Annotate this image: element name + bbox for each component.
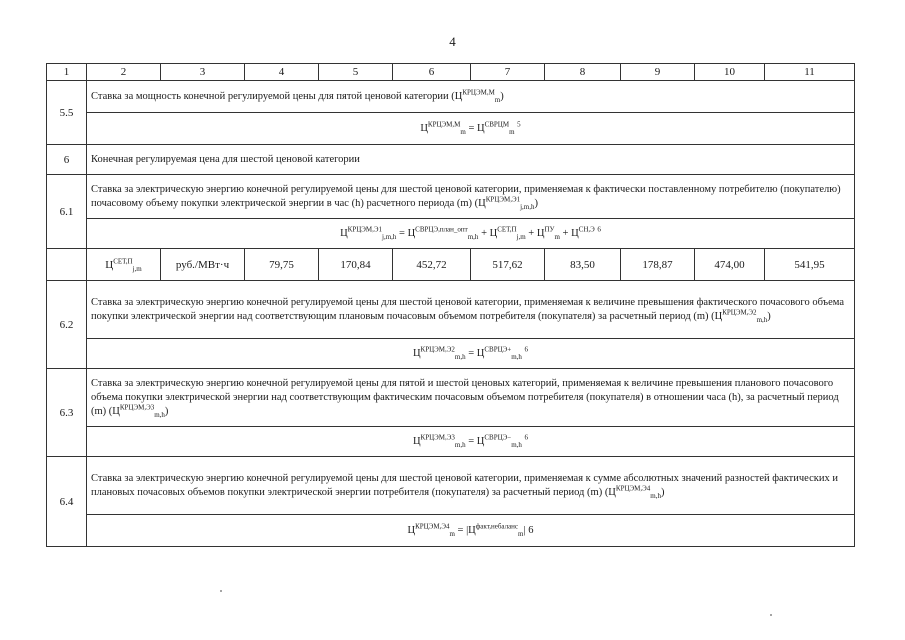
- row-6-2-description: [47, 281, 855, 339]
- row-5-5-description: [47, 81, 855, 113]
- value-cell: 79,75: [245, 249, 319, 281]
- row-description: Ставка за электрическую энергию конечной регулируемой цены для шестой ценовой категории, применяемая к сумме абсолютных значений разностей фактических и плановых почасовых объемов покупки электрической энергии потребителя (покупателя) за расчетный период (m) $(Ц^{КРЦЭМ,Э4}_{m,h})$: [87, 457, 855, 515]
- tariff-table: [46, 63, 855, 547]
- value-cell: 170,84: [319, 249, 393, 281]
- row-6-1-description: [47, 175, 855, 219]
- row-number: 6.2: [47, 281, 87, 369]
- col-header: 3: [161, 64, 245, 81]
- value-cell: 452,72: [393, 249, 471, 281]
- col-header: 4: [245, 64, 319, 81]
- row-number: 6.4: [47, 457, 87, 547]
- col-header: 1: [47, 64, 87, 81]
- values-label: $Ц^{СЕТ,П}_{j,m}$: [87, 249, 161, 281]
- row-6: [47, 145, 855, 175]
- col-header: 10: [695, 64, 765, 81]
- value-cell: 474,00: [695, 249, 765, 281]
- row-6-1-formula: [47, 219, 855, 249]
- col-header: 9: [621, 64, 695, 81]
- row-description: Ставка за мощность конечной регулируемой цены для пятой ценовой категории $(Ц^{КРЦЭМ,М}_m)$: [87, 81, 855, 113]
- value-cell: 541,95: [765, 249, 855, 281]
- row-6-1-values: [47, 249, 855, 281]
- value-cell: 178,87: [621, 249, 695, 281]
- scan-speck: [220, 590, 222, 592]
- col-header: 6: [393, 64, 471, 81]
- row-6-4-description: [47, 457, 855, 515]
- col-header: 5: [319, 64, 393, 81]
- row-6-3-description: [47, 369, 855, 427]
- scan-speck: [770, 614, 772, 616]
- row-description: Конечная регулируемая цена для шестой ценовой категории: [87, 145, 855, 175]
- row-number: 6.1: [47, 175, 87, 249]
- row-6-2-formula: [47, 339, 855, 369]
- row-6-4-formula: [47, 515, 855, 547]
- formula: $Ц^{КРЦЭМ,Э2}_{m,h} = Ц^{СВРЦЭ+}_{m,h}$ $^6$: [87, 339, 855, 369]
- row-number: 6.3: [47, 369, 87, 457]
- row-number: 6: [47, 145, 87, 175]
- value-cell: 517,62: [471, 249, 545, 281]
- col-header: 8: [545, 64, 621, 81]
- col-header: 11: [765, 64, 855, 81]
- row-number: 5.5: [47, 81, 87, 145]
- formula: $Ц^{КРЦЭМ,Э1}_{j,m,h} = Ц^{СВРЦЭ,план\_опт}_{m,h} + Ц^{СЕТ,П}_{j,m} + Ц^{ПУ}_m + Ц^{СН,Э}$ $^6$: [87, 219, 855, 249]
- row-description: Ставка за электрическую энергию конечной регулируемой цены для пятой и шестой ценовых категорий, применяемая к величине превышения планового почасового объема покупки электрической энергии над соответствующим фактическим почасовым объемом потребителя (покупателя) в отношении часа (h), за расчетный период (m) $(Ц^{КРЦЭМ,Э3}_{m,h})$: [87, 369, 855, 427]
- formula: $Ц^{КРЦЭМ,Э4}_m = |Ц^{факт,небаланс}_m|$ 6: [87, 515, 855, 547]
- row-description: Ставка за электрическую энергию конечной регулируемой цены для шестой ценовой категории, применяемая к величине превышения фактического почасового объема покупки электрической энергии над соответствующим плановым почасовым объемом потребителя (покупателя) за расчетный период (m) $(Ц^{КРЦЭМ,Э2}_{m,h})$: [87, 281, 855, 339]
- col-header: 2: [87, 64, 161, 81]
- page-number: 4: [449, 34, 456, 49]
- empty-cell: [47, 249, 87, 281]
- col-header: 7: [471, 64, 545, 81]
- row-description: Ставка за электрическую энергию конечной регулируемой цены для шестой ценовой категории, применяемая к фактически поставленному потребителю (покупателю) почасовому объему покупки электрической энергии в час (h) расчетного периода (m) $(Ц^{КРЦЭМ,Э1}_{j,m,h})$: [87, 175, 855, 219]
- row-5-5-formula: [47, 113, 855, 145]
- value-cell: 83,50: [545, 249, 621, 281]
- unit-cell: руб./МВт·ч: [161, 249, 245, 281]
- formula: $Ц^{КРЦЭМ,М}_m = Ц^{СВРЦМ}_m$ $^5$: [87, 113, 855, 145]
- column-number-header: [47, 64, 855, 81]
- formula: $Ц^{КРЦЭМ,Э3}_{m,h} = Ц^{СВРЦЭ-}_{m,h}$ $^6$: [87, 427, 855, 457]
- row-6-3-formula: [47, 427, 855, 457]
